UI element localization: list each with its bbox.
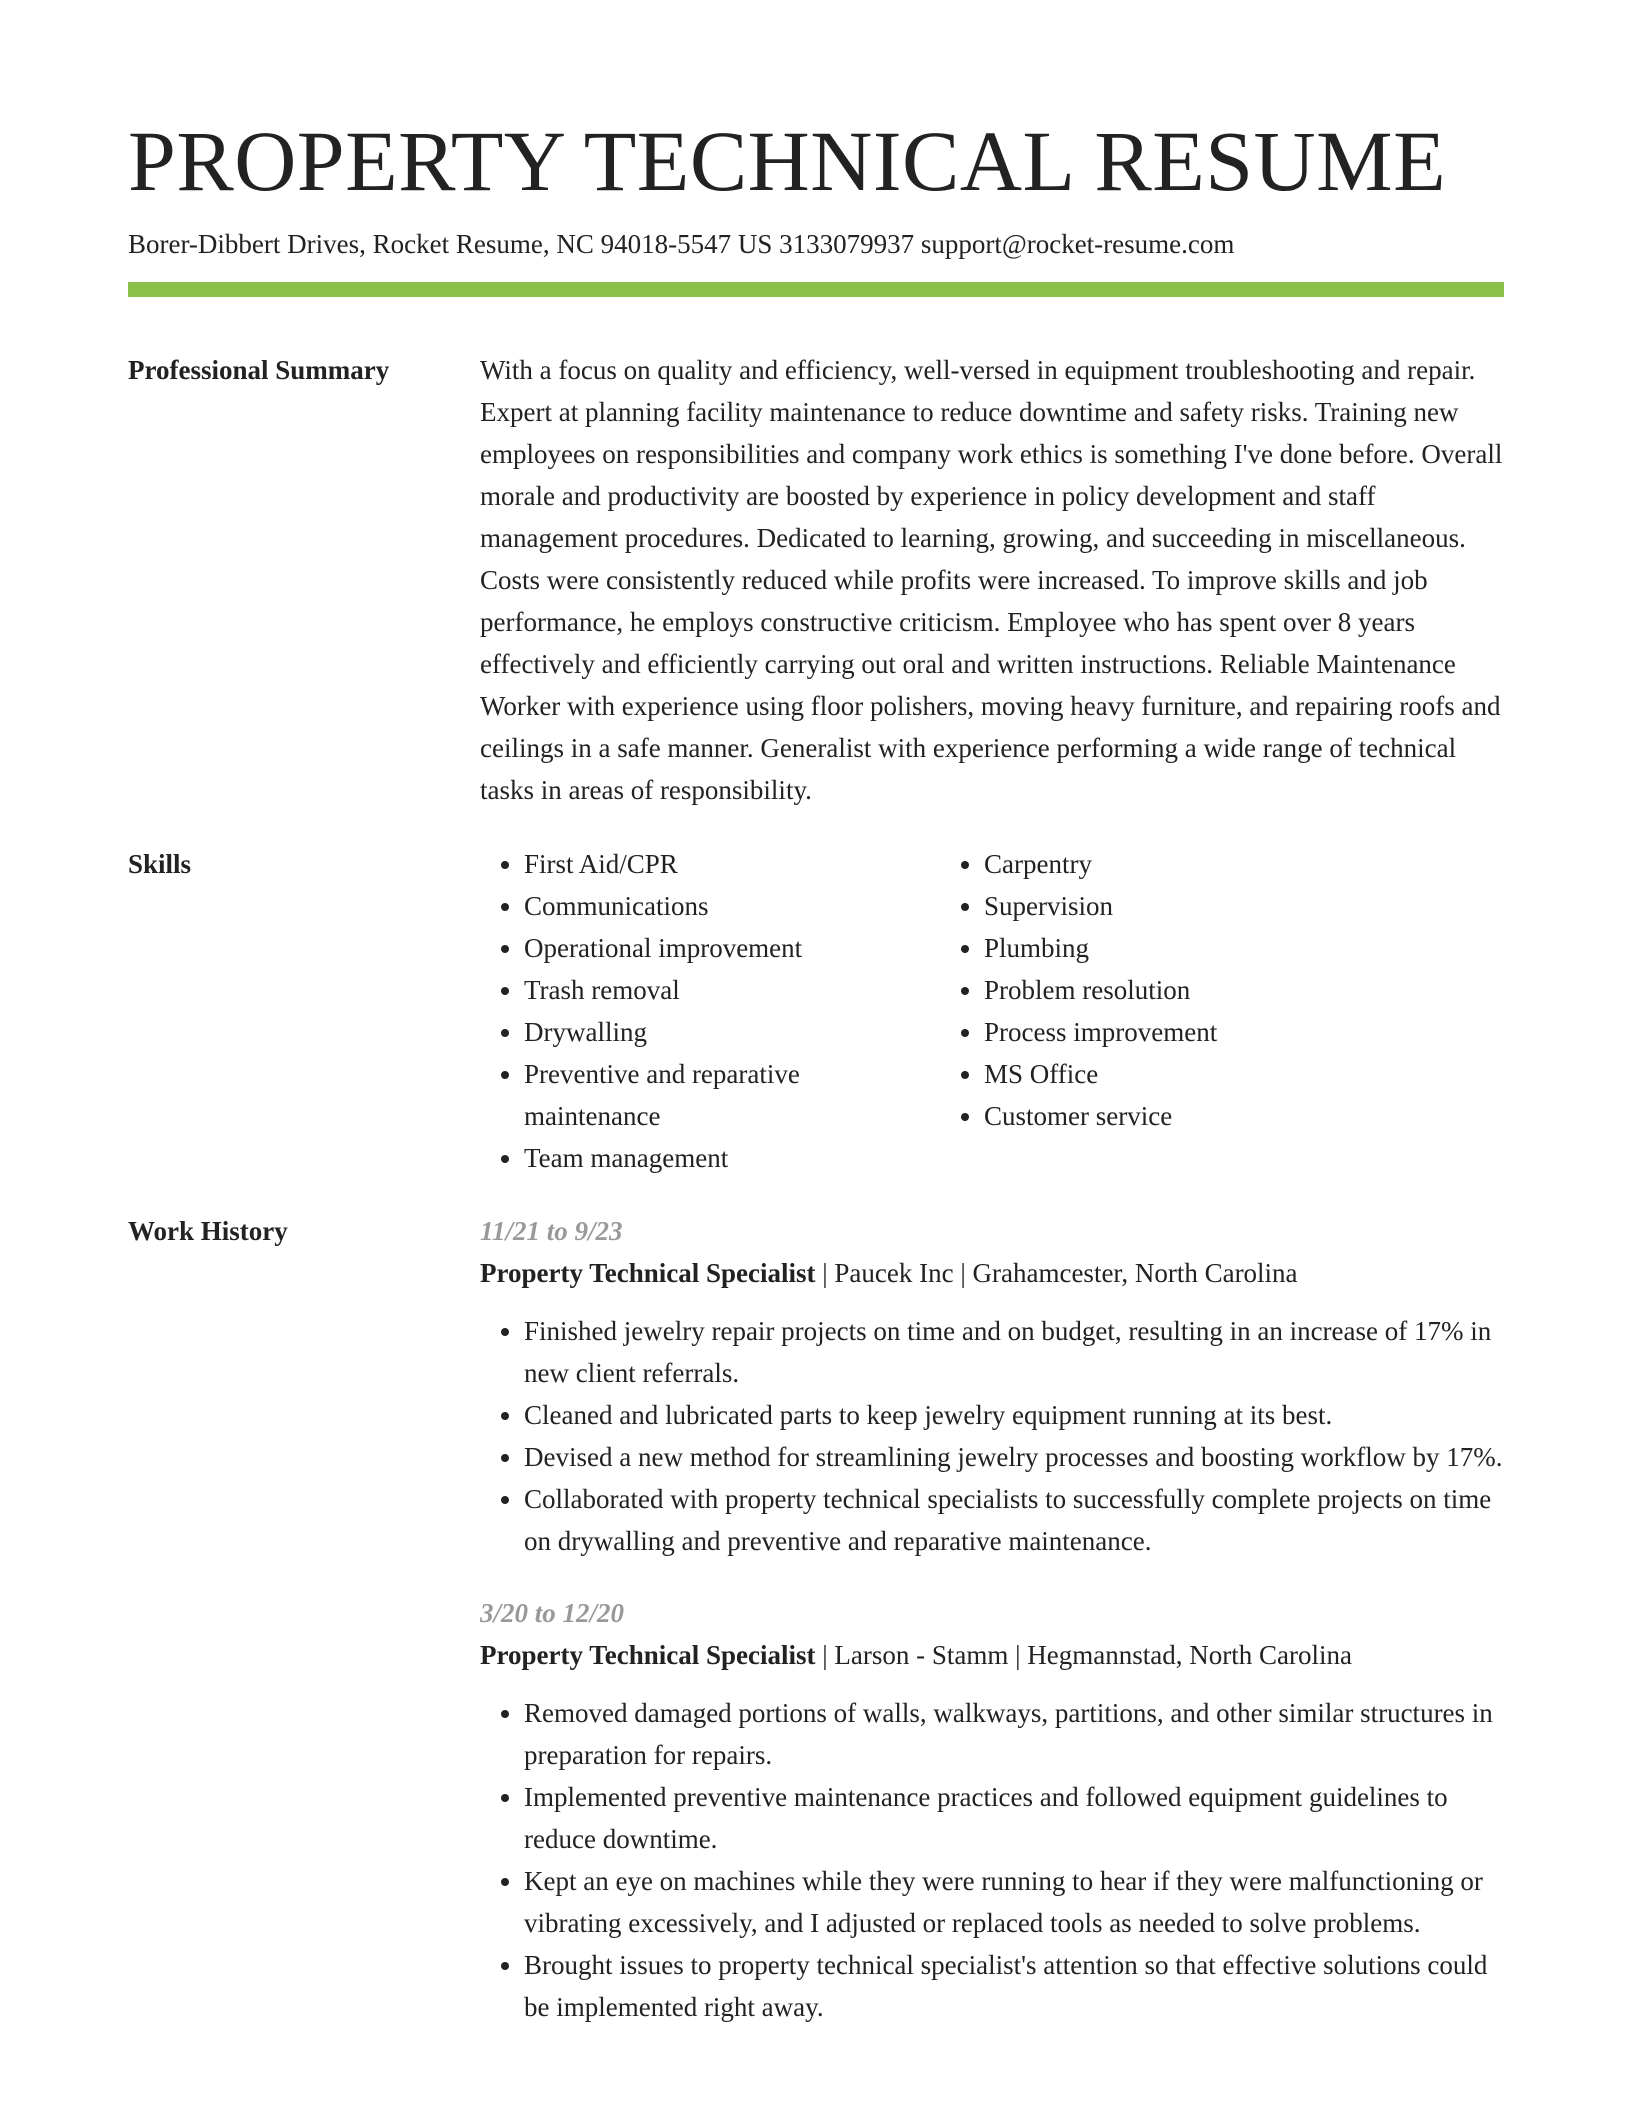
summary-body	[480, 349, 1504, 811]
work-history-body	[480, 1210, 1504, 2028]
job-bullet-list	[480, 1692, 1504, 2028]
job-bullet: • Implemented preventive maintenance practices and followed equipment guidelines to reduce downtime.	[524, 1776, 1504, 1860]
skill-item: • Customer service	[984, 1095, 1504, 1137]
skill-item: • First Aid/CPR	[524, 843, 940, 885]
skill-item: • Preventive and reparative maintenance	[524, 1053, 940, 1137]
job-bullet: • Kept an eye on machines while they were running to hear if they were malfunctioning or vibrating excessively, and I adjusted or replaced tools as needed to solve problems.	[524, 1860, 1504, 1944]
job-header	[480, 1252, 1504, 1294]
skill-item: • Problem resolution	[984, 969, 1504, 1011]
section-label-work-history: Work History	[128, 1216, 288, 1247]
skill-item: • MS Office	[984, 1053, 1504, 1095]
skill-item: • Drywalling	[524, 1011, 940, 1053]
job-entry	[480, 1592, 1504, 2028]
skill-item: • Plumbing	[984, 927, 1504, 969]
skills-grid	[480, 843, 1504, 1179]
summary-text: With a focus on quality and efficiency, well-versed in equipment troubleshooting and repair. Expert at planning facility maintenance to reduce downtime and safety risks. Training new employees on responsibilities and company work ethics is something I've done before. Overall morale and productivity are boosted by experience in policy development and staff management procedures. Dedicated to learning, growing, and succeeding in miscellaneous. Costs were consistently reduced while profits were increased. To improve skills and job performance, he employs constructive criticism. Employee who has spent over 8 years effectively and efficiently carrying out oral and written instructions. Reliable Maintenance Worker with experience using floor polishers, moving heavy furniture, and repairing roofs and ceilings in a safe manner. Generalist with experience performing a wide range of technical tasks in areas of responsibility.	[480, 355, 1503, 806]
section-label-summary: Professional Summary	[128, 355, 390, 386]
job-dates: 3/20 to 12/20	[480, 1598, 625, 1629]
job-entry	[480, 1210, 1504, 1562]
job-bullet: • Devised a new method for streamlining jewelry processes and boosting workflow by 17%.	[524, 1436, 1504, 1478]
professional-summary-section	[128, 349, 1504, 811]
job-details: | Larson - Stamm | Hegmannstad, North Carolina	[815, 1640, 1352, 1671]
skill-item: • Trash removal	[524, 969, 940, 1011]
skill-item: • Supervision	[984, 885, 1504, 927]
resume-title: PROPERTY TECHNICAL RESUME	[128, 113, 1447, 209]
job-bullet: • Removed damaged portions of walls, walkways, partitions, and other similar structures in preparation for repairs.	[524, 1692, 1504, 1776]
job-dates: 11/21 to 9/23	[480, 1216, 623, 1247]
job-title: Property Technical Specialist	[480, 1640, 816, 1671]
skills-column-2	[940, 843, 1504, 1179]
skill-item: • Operational improvement	[524, 927, 940, 969]
contact-info: Borer-Dibbert Drives, Rocket Resume, NC 94018-5547 US 3133079937 support@rocket-resume.com	[128, 229, 1235, 259]
skills-body	[480, 843, 1504, 1179]
job-details: | Paucek Inc | Grahamcester, North Carolina	[815, 1258, 1298, 1289]
skills-section	[128, 843, 1504, 1179]
accent-divider	[128, 282, 1504, 297]
skills-column-1	[480, 843, 940, 1179]
job-bullet: • Finished jewelry repair projects on time and on budget, resulting in an increase of 17% in new client referrals.	[524, 1310, 1504, 1394]
skill-item: • Team management	[524, 1137, 940, 1179]
skill-item: • Communications	[524, 885, 940, 927]
job-title: Property Technical Specialist	[480, 1258, 816, 1289]
job-bullet: • Brought issues to property technical specialist's attention so that effective solutions could be implemented right away.	[524, 1944, 1504, 2028]
job-bullet: • Collaborated with property technical specialists to successfully complete projects on time on drywalling and preventive and reparative maintenance.	[524, 1478, 1504, 1562]
skill-item: • Process improvement	[984, 1011, 1504, 1053]
section-label-skills: Skills	[128, 849, 192, 880]
job-bullet-list	[480, 1310, 1504, 1562]
work-history-section	[128, 1210, 1504, 2028]
skill-item: • Carpentry	[984, 843, 1504, 885]
job-header	[480, 1634, 1504, 1676]
job-bullet: • Cleaned and lubricated parts to keep jewelry equipment running at its best.	[524, 1394, 1504, 1436]
